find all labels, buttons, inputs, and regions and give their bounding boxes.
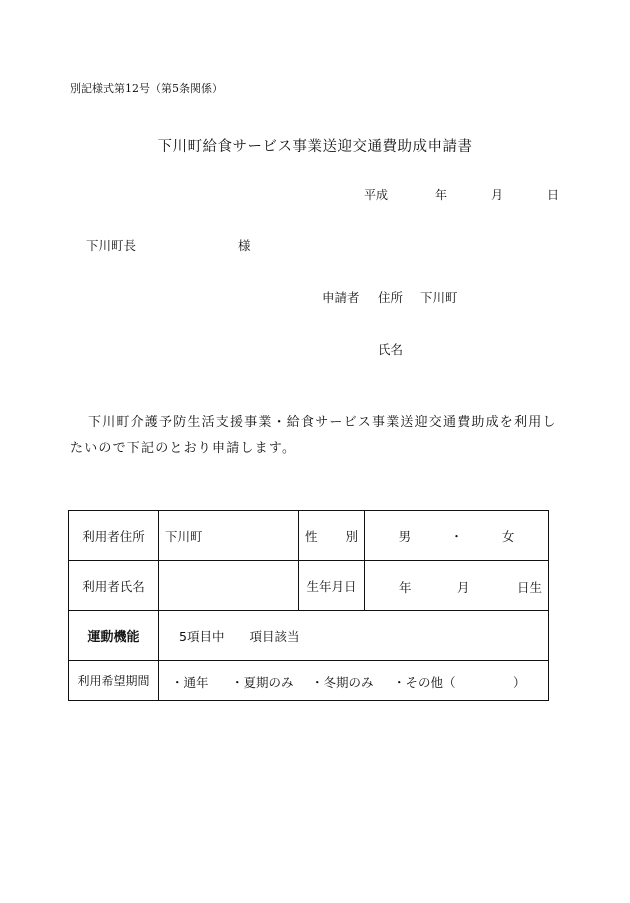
desired-period-options: ・通年 ・夏期のみ ・冬期のみ ・その他（ ） [159,661,549,701]
applicant-label: 申請者 [322,290,360,305]
motor-function-label: 運動機能 [69,611,159,661]
birthdate-value: 年 月 日生 [365,561,549,611]
applicant-address-value: 下川町 [420,290,458,305]
period-other: ・その他（ [393,674,456,690]
date-era: 平成 [364,188,389,202]
applicant-address-label: 住所 [378,290,404,305]
table-row [69,511,549,561]
date-year: 年 [435,188,448,202]
period-summer-only: ・夏期のみ [231,674,294,690]
period-year-round: ・通年 [171,674,209,690]
form-number: 別記様式第12号（第5条関係） [70,82,223,95]
gender-options: 男 ・ 女 [365,511,549,561]
period-winter-only: ・冬期のみ [311,674,374,690]
gender-male: 男 [398,528,412,544]
date-day: 日 [547,188,560,202]
gender-label: 性 別 [299,511,365,561]
addressee-honorific: 様 [238,238,251,253]
gender-female: 女 [501,528,515,544]
date-month: 月 [491,188,504,202]
user-address-value: 下川町 [159,511,299,561]
motor-function-value: 5項目中 項目該当 [159,611,549,661]
user-name-label: 利用者氏名 [69,561,159,611]
applicant-name-label: 氏名 [378,342,404,357]
table-row [69,661,549,701]
addressee-name: 下川町長 [86,238,137,253]
application-statement: 下川町介護予防生活支援事業・給食サービス事業送迎交通費助成を利用したいので下記のとおり申請します。 [70,415,557,456]
user-name-value [159,561,299,611]
table-row [69,611,549,661]
user-address-label: 利用者住所 [69,511,159,561]
birthdate-label: 生年月日 [299,561,365,611]
table-row [69,561,549,611]
document-title: 下川町給食サービス事業送迎交通費助成申請書 [157,139,473,155]
application-table [68,510,549,701]
desired-period-label: 利用希望期間 [69,661,159,701]
